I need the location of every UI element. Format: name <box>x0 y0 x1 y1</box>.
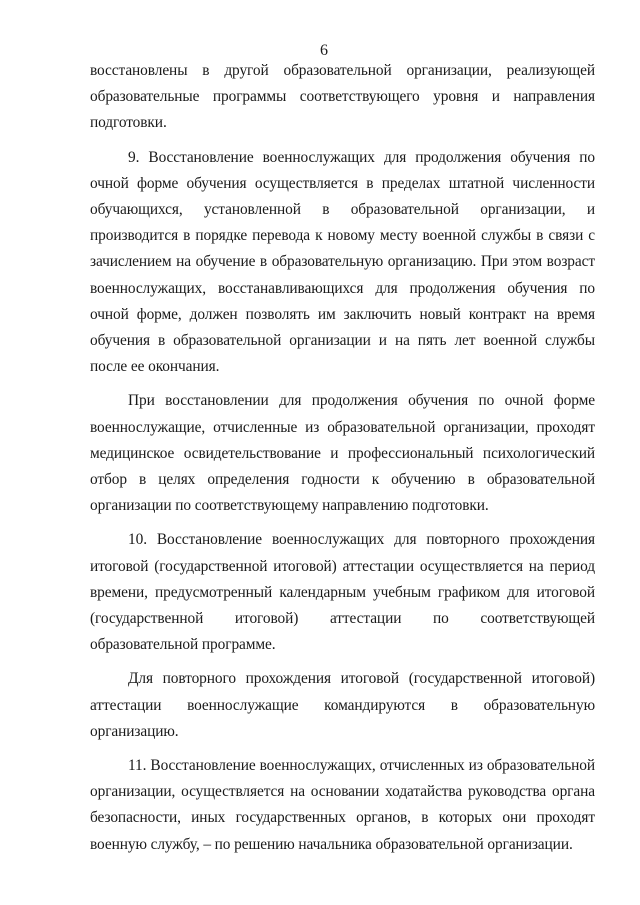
paragraph-item-11: 11. Восстановление военнослужащих, отчисленных из образовательной организации, осуществляется на основании ходатайства руководства органа безопасности, иных государственных органов, в которых они проходят военную службу, – по решению начальника образовательной организации. <box>90 757 595 853</box>
paragraph-item-9-restoration-checks: При восстановлении для продолжения обучения по очной форме военнослужащие, отчисленные из образовательной организации, проходят медицинское освидетельствование и профессиональный психологический отбор в целях определения годности к обучению в образовательной организации по соответствующему направлению подготовки. <box>90 392 595 515</box>
paragraph-item-9: 9. Восстановление военнослужащих для продолжения обучения по очной форме обучения осуществляется в пределах штатной численности обучающихся, установленной в образовательной организации, и производится в порядке перевода к новому месту военной службы в связи с зачислением на обучение в образовательную организацию. При этом возраст военнослужащих, восстанавливающихся для продолжения обучения по очной форме, должен позволять им заключить новый контракт на время обучения в образовательной организации и на пять лет военной службы после ее окончания. <box>90 148 595 376</box>
page-number: 6 <box>320 42 328 59</box>
paragraph-item-10: 10. Восстановление военнослужащих для повторного прохождения итоговой (государственной итоговой) аттестации осуществляется на период времени, предусмотренный календарным учебным графиком для итоговой (государственной итоговой) аттестации по соответствующей образовательной программе. <box>90 531 595 654</box>
document-body <box>90 58 595 866</box>
paragraph-item-10-secondment: Для повторного прохождения итоговой (государственной итоговой) аттестации военнослужащие командируются в образовательную организацию. <box>90 670 595 740</box>
paragraph-continuation: восстановлены в другой образовательной организации, реализующей образовательные программы соответствующего уровня и направления подготовки. <box>90 62 595 132</box>
